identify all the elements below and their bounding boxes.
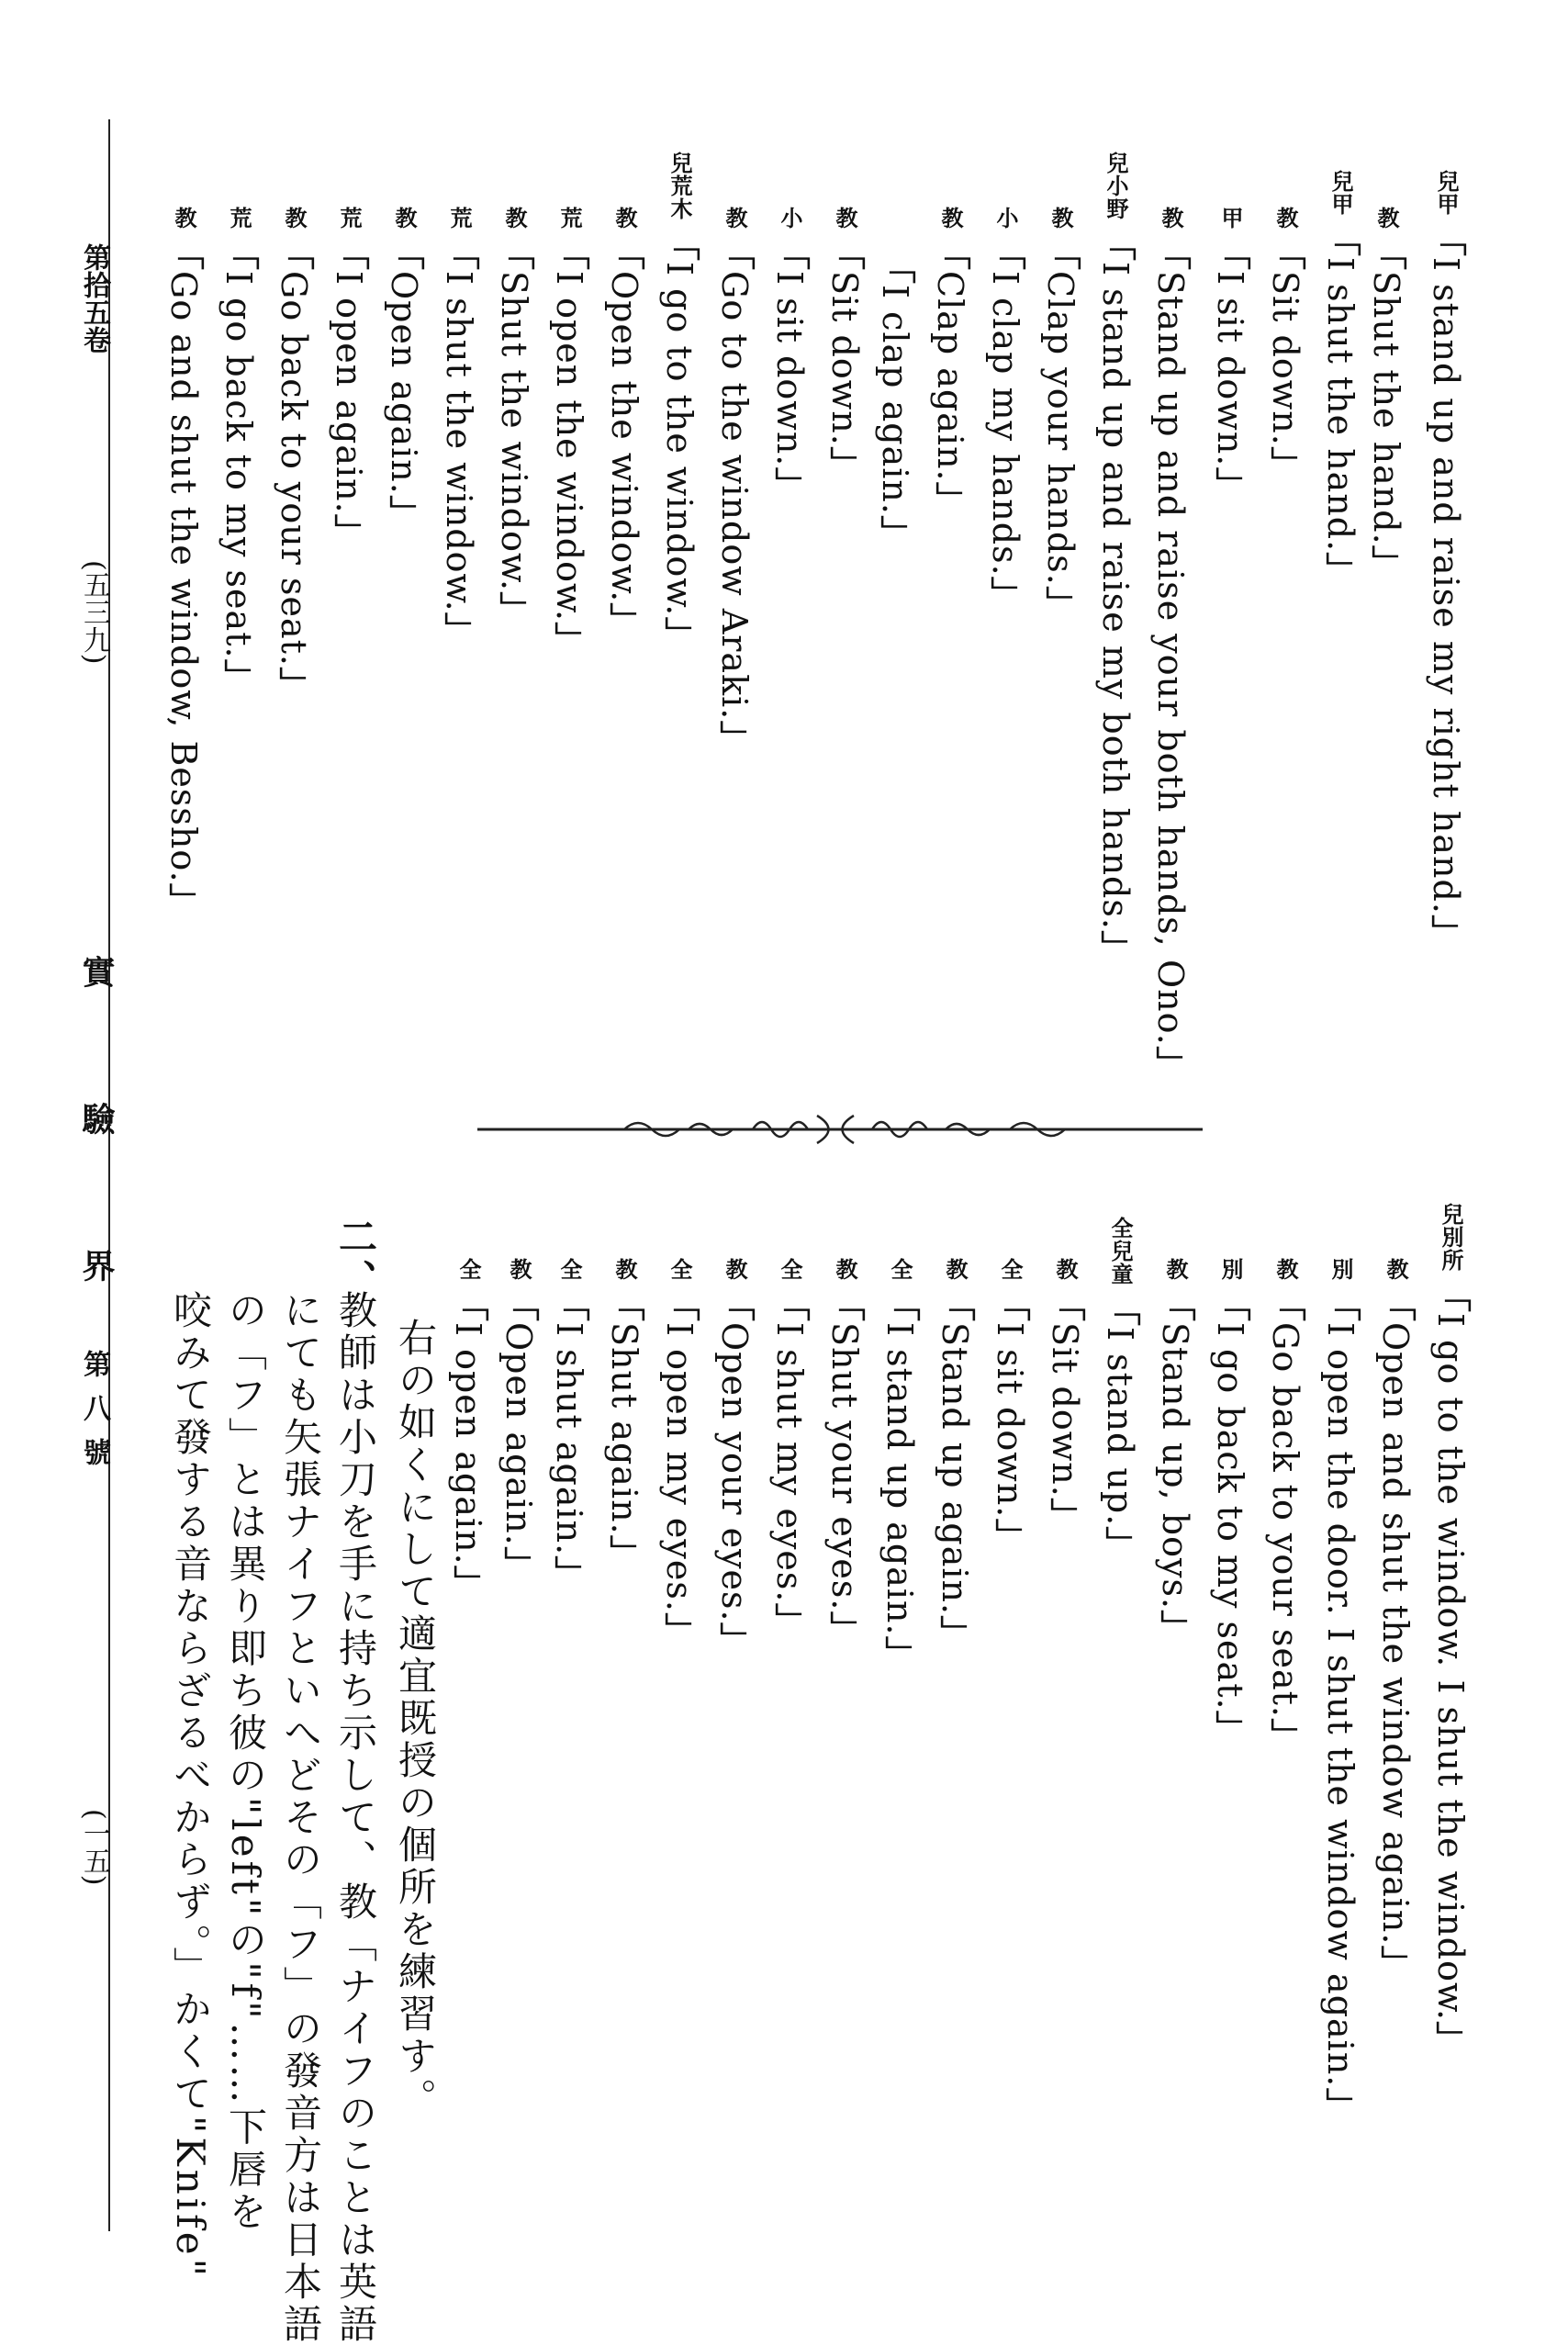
line-text: I go to the window. I shut the window. bbox=[1430, 1313, 1471, 2022]
quote-close: 」 bbox=[659, 1611, 700, 1648]
lower-line-12 bbox=[824, 1258, 866, 1647]
quote-close: 」 bbox=[549, 1555, 590, 1592]
line-text: I shut my eyes. bbox=[769, 1322, 810, 1603]
lower-line-15 bbox=[661, 1258, 698, 1648]
line-text: Shut again. bbox=[604, 1322, 644, 1535]
quote-open: 「 bbox=[659, 1286, 700, 1322]
header-volume: 第拾五卷 bbox=[78, 243, 110, 354]
speaker-label: 教 bbox=[1272, 1258, 1299, 1281]
quote-close: 」 bbox=[494, 591, 535, 628]
speaker-label: 全 bbox=[777, 1258, 803, 1281]
quote-close: 」 bbox=[1150, 1045, 1192, 1082]
line-text: I stand up again. bbox=[879, 1322, 920, 1636]
lower-line-6 bbox=[1155, 1258, 1196, 1646]
line-text: Go back to your seat. bbox=[1265, 1322, 1305, 1718]
upper-line-17 bbox=[551, 207, 588, 657]
speaker-label: 教 bbox=[611, 1258, 638, 1281]
quote-close: 」 bbox=[714, 1622, 756, 1658]
quote-open: 「 bbox=[714, 235, 756, 271]
lower-line-1 bbox=[1430, 1203, 1472, 2058]
speaker-label: 兒甲 bbox=[1433, 170, 1460, 216]
lower-line-10 bbox=[935, 1258, 976, 1652]
upper-line-11 bbox=[875, 243, 916, 551]
header-journal-char-1: 實 bbox=[77, 955, 116, 988]
quote-close: 」 bbox=[1040, 585, 1081, 622]
quote-open: 「 bbox=[1426, 221, 1467, 257]
quote-close: 」 bbox=[1426, 914, 1467, 950]
line-text: Shut the hand. bbox=[1366, 271, 1406, 545]
quote-close: 」 bbox=[1265, 1717, 1306, 1754]
upper-line-2 bbox=[1368, 207, 1405, 581]
quote-close: 」 bbox=[659, 616, 700, 653]
speaker-label: 教 bbox=[1158, 207, 1184, 230]
lower-line-2 bbox=[1375, 1258, 1417, 1981]
speaker-label: 教 bbox=[832, 207, 858, 230]
lower-line-7 bbox=[1100, 1217, 1141, 1563]
upper-line-8 bbox=[1042, 207, 1079, 622]
speaker-label: 教 bbox=[171, 207, 197, 230]
speaker-label: 全 bbox=[887, 1258, 913, 1281]
speaker-label: 荒 bbox=[336, 207, 363, 230]
line-text: I sit down. bbox=[990, 1322, 1030, 1519]
line-text: I stand up. bbox=[1100, 1327, 1140, 1527]
line-text: I shut again. bbox=[549, 1322, 589, 1556]
line-text: I stand up and raise my right hand. bbox=[1426, 257, 1466, 915]
quote-close: 」 bbox=[498, 1545, 540, 1582]
quote-open: 「 bbox=[659, 226, 700, 262]
line-text: I open the door. I shut the window again. bbox=[1320, 1322, 1361, 2088]
speaker-label: 兒甲 bbox=[1327, 170, 1354, 216]
speaker-label: 兒別所 bbox=[1438, 1203, 1464, 1272]
quote-open: 「 bbox=[935, 1286, 976, 1322]
line-text: I open the window. bbox=[549, 271, 589, 623]
quote-close: 」 bbox=[604, 602, 645, 639]
section-line-1: 教師は小刀を手に持ち示して、教「ナイフのことは英語 bbox=[333, 1290, 378, 2346]
header-journal-char-3: 界 bbox=[77, 1249, 116, 1282]
quote-open: 「 bbox=[494, 235, 535, 271]
speaker-label: 甲 bbox=[1217, 207, 1244, 230]
speaker-label: 兒荒木 bbox=[666, 152, 693, 220]
line-text: I go back to my seat. bbox=[218, 271, 259, 659]
quote-open: 「 bbox=[498, 1286, 540, 1322]
quote-close: 」 bbox=[1430, 2021, 1472, 2058]
quote-open: 「 bbox=[875, 249, 916, 285]
speaker-label: 荒 bbox=[226, 207, 252, 230]
speaker-label: 教 bbox=[1383, 1258, 1409, 1281]
quote-open: 「 bbox=[930, 235, 971, 271]
upper-line-20 bbox=[384, 207, 425, 531]
quote-close: 」 bbox=[1210, 466, 1251, 503]
header-rule bbox=[108, 119, 110, 2231]
quote-close: 」 bbox=[1375, 1945, 1417, 1981]
quote-open: 「 bbox=[384, 235, 425, 271]
quote-close: 」 bbox=[163, 882, 205, 919]
speaker-label: 教 bbox=[281, 207, 308, 230]
quote-open: 「 bbox=[1430, 1277, 1472, 1313]
quote-close: 」 bbox=[1210, 1710, 1251, 1746]
quote-close: 」 bbox=[1045, 1497, 1086, 1533]
quote-open: 「 bbox=[549, 235, 590, 271]
quote-open: 「 bbox=[163, 235, 205, 271]
quote-open: 「 bbox=[1210, 1286, 1251, 1322]
quote-open: 「 bbox=[1100, 1291, 1141, 1327]
line-text: Stand up, boys. bbox=[1155, 1322, 1195, 1611]
quote-open: 「 bbox=[824, 235, 866, 271]
quote-open: 「 bbox=[1320, 1286, 1361, 1322]
line-text: Open your eyes. bbox=[714, 1322, 755, 1622]
upper-line-24 bbox=[163, 207, 205, 919]
upper-line-5 bbox=[1212, 207, 1249, 502]
line-text: Open again. bbox=[384, 271, 424, 495]
quote-close: 」 bbox=[439, 612, 480, 648]
line-text: Stand up again. bbox=[935, 1322, 975, 1616]
lower-line-18 bbox=[498, 1258, 540, 1582]
upper-line-18 bbox=[494, 207, 535, 628]
line-text: Clap your hands. bbox=[1040, 271, 1081, 586]
quote-open: 「 bbox=[274, 235, 315, 271]
quote-open: 「 bbox=[1375, 1286, 1417, 1322]
quote-close: 」 bbox=[935, 1615, 976, 1652]
lower-line-8 bbox=[1045, 1258, 1086, 1533]
quote-open: 「 bbox=[769, 235, 811, 271]
upper-line-9 bbox=[987, 207, 1024, 612]
upper-line-23 bbox=[218, 207, 260, 695]
lower-line-4 bbox=[1267, 1258, 1304, 1754]
quote-close: 」 bbox=[769, 466, 811, 503]
speaker-label: 全 bbox=[556, 1258, 583, 1281]
lower-line-9 bbox=[990, 1258, 1031, 1555]
upper-line-21 bbox=[329, 207, 370, 550]
quote-close: 」 bbox=[1320, 2087, 1361, 2124]
line-text: Open the window. bbox=[604, 271, 644, 603]
quote-open: 「 bbox=[448, 1286, 489, 1322]
section-line-3: の「フ」とは異り即ち彼の"left"の"f"……下唇を bbox=[223, 1290, 268, 2234]
quote-close: 」 bbox=[824, 445, 866, 482]
quote-open: 「 bbox=[824, 1286, 866, 1322]
quote-open: 「 bbox=[329, 235, 370, 271]
upper-line-4 bbox=[1267, 207, 1304, 482]
line-text: I sit down. bbox=[1210, 271, 1250, 467]
upper-line-1 bbox=[1426, 170, 1467, 950]
line-text: Go back to your seat. bbox=[274, 271, 314, 667]
line-text: I shut the hand. bbox=[1320, 257, 1361, 553]
header-journal-char-2: 驗 bbox=[77, 1102, 116, 1135]
line-text: I open again. bbox=[448, 1322, 488, 1566]
speaker-label: 教 bbox=[1052, 1258, 1079, 1281]
line-text: I go back to my seat. bbox=[1210, 1322, 1250, 1711]
speaker-label: 教 bbox=[501, 207, 528, 230]
upper-line-15 bbox=[661, 152, 698, 652]
quote-open: 「 bbox=[1265, 1286, 1306, 1322]
speaker-label: 教 bbox=[1047, 207, 1074, 230]
line-text: I go to the window. bbox=[659, 262, 700, 617]
line-text: I clap again. bbox=[875, 285, 915, 515]
quote-close: 」 bbox=[549, 622, 590, 658]
quote-open: 「 bbox=[604, 235, 645, 271]
quote-close: 」 bbox=[1366, 544, 1407, 581]
line-text: Sit down. bbox=[1265, 271, 1305, 446]
speaker-label: 全 bbox=[455, 1258, 482, 1281]
quote-close: 」 bbox=[714, 720, 756, 757]
quote-open: 「 bbox=[549, 1286, 590, 1322]
quote-open: 「 bbox=[1045, 1286, 1086, 1322]
quote-close: 」 bbox=[875, 514, 916, 551]
line-text: I open my eyes. bbox=[659, 1322, 700, 1612]
line-text: I shut the window. bbox=[439, 271, 479, 612]
line-text: Sit down. bbox=[824, 271, 865, 446]
quote-open: 「 bbox=[879, 1286, 921, 1322]
lower-line-11 bbox=[879, 1258, 921, 1672]
speaker-label: 教 bbox=[1272, 207, 1299, 230]
quote-open: 「 bbox=[1040, 235, 1081, 271]
speaker-label: 教 bbox=[506, 1258, 532, 1281]
line-text: I sit down. bbox=[769, 271, 810, 467]
speaker-label: 全兒童 bbox=[1107, 1217, 1134, 1285]
quote-open: 「 bbox=[1320, 221, 1361, 257]
quote-open: 「 bbox=[985, 235, 1026, 271]
quote-close: 」 bbox=[1265, 445, 1306, 482]
quote-open: 「 bbox=[1095, 226, 1137, 262]
ornamental-divider bbox=[477, 1106, 1203, 1152]
quote-open: 「 bbox=[990, 1286, 1031, 1322]
quote-open: 「 bbox=[1210, 235, 1251, 271]
quote-close: 」 bbox=[990, 1518, 1031, 1555]
quote-close: 」 bbox=[448, 1565, 489, 1601]
speaker-label: 教 bbox=[1373, 207, 1400, 230]
quote-open: 「 bbox=[218, 235, 260, 271]
quote-open: 「 bbox=[1366, 235, 1407, 271]
upper-line-6 bbox=[1150, 207, 1192, 1082]
quote-close: 」 bbox=[1100, 1526, 1141, 1563]
quote-close: 」 bbox=[1095, 929, 1137, 966]
speaker-label: 別 bbox=[1217, 1258, 1244, 1281]
quote-open: 「 bbox=[439, 235, 480, 271]
upper-line-13 bbox=[769, 207, 811, 503]
upper-line-7 bbox=[1095, 152, 1137, 966]
quote-close: 」 bbox=[1155, 1610, 1196, 1646]
upper-line-19 bbox=[439, 207, 480, 648]
quote-close: 」 bbox=[985, 576, 1026, 612]
lower-line-5 bbox=[1212, 1258, 1249, 1746]
lower-line-3 bbox=[1322, 1258, 1359, 2123]
upper-line-10 bbox=[932, 207, 969, 518]
speaker-label: 兒小野 bbox=[1103, 152, 1129, 220]
header-issue: 第八號 bbox=[78, 1350, 110, 1482]
section-line-4: 咬みて發する音ならざるべからず。」かくて"Knife" bbox=[168, 1290, 213, 2280]
quote-open: 「 bbox=[1155, 1286, 1196, 1322]
speaker-label: 教 bbox=[611, 207, 638, 230]
section-line-2: にても矢張ナイフといへどその「フ」の發音方は日本語 bbox=[278, 1290, 323, 2346]
speaker-label: 全 bbox=[666, 1258, 693, 1281]
line-text: I clap my hands. bbox=[985, 271, 1025, 577]
speaker-label: 荒 bbox=[446, 207, 473, 230]
speaker-label: 小 bbox=[992, 207, 1019, 230]
lower-line-13 bbox=[769, 1258, 811, 1639]
upper-line-16 bbox=[606, 207, 643, 638]
quote-close: 」 bbox=[384, 494, 425, 531]
practice-note: 右の如くにして適宜既授の個所を練習す。 bbox=[393, 1318, 438, 2120]
line-text: Open and shut the window again. bbox=[1375, 1322, 1416, 1946]
upper-line-22 bbox=[274, 207, 315, 702]
line-text: Stand up and raise your both hands, Ono. bbox=[1150, 271, 1191, 1046]
speaker-label: 教 bbox=[937, 207, 964, 230]
lower-line-19 bbox=[450, 1258, 487, 1601]
lower-line-14 bbox=[714, 1258, 756, 1658]
speaker-label: 別 bbox=[1327, 1258, 1354, 1281]
speaker-label: 教 bbox=[722, 1258, 748, 1281]
upper-line-12 bbox=[824, 207, 866, 482]
upper-line-14 bbox=[714, 207, 756, 757]
quote-close: 」 bbox=[879, 1635, 921, 1672]
quote-open: 「 bbox=[1265, 235, 1306, 271]
header-page-local: (一五) bbox=[78, 1809, 110, 1886]
line-text: Go and shut the window, Bessho. bbox=[163, 271, 204, 883]
lower-line-17 bbox=[551, 1258, 588, 1591]
quote-open: 「 bbox=[604, 1286, 645, 1322]
line-text: I stand up and raise my both hands. bbox=[1095, 262, 1136, 930]
quote-close: 」 bbox=[824, 1611, 866, 1647]
quote-open: 「 bbox=[714, 1286, 756, 1322]
quote-close: 」 bbox=[274, 666, 315, 702]
speaker-label: 全 bbox=[997, 1258, 1024, 1281]
line-text: Open again. bbox=[498, 1322, 539, 1546]
speaker-label: 荒 bbox=[556, 207, 583, 230]
line-text: Go to the window Araki. bbox=[714, 271, 755, 721]
line-text: I open again. bbox=[329, 271, 369, 514]
line-text: Sit down. bbox=[1045, 1322, 1085, 1498]
speaker-label: 教 bbox=[832, 1258, 858, 1281]
quote-close: 」 bbox=[930, 481, 971, 518]
quote-close: 」 bbox=[769, 1602, 811, 1639]
line-text: Clap again. bbox=[930, 271, 970, 482]
quote-open: 「 bbox=[1150, 235, 1192, 271]
line-text: Shut the window. bbox=[494, 271, 534, 592]
section-number: 二、 bbox=[333, 1217, 378, 1301]
quote-close: 」 bbox=[218, 658, 260, 695]
lower-line-16 bbox=[606, 1258, 643, 1571]
speaker-label: 教 bbox=[1162, 1258, 1189, 1281]
quote-close: 」 bbox=[1320, 552, 1361, 589]
speaker-label: 教 bbox=[722, 207, 748, 230]
upper-line-3 bbox=[1322, 170, 1359, 588]
speaker-label: 教 bbox=[942, 1258, 969, 1281]
quote-close: 」 bbox=[604, 1534, 645, 1571]
quote-close: 」 bbox=[329, 513, 370, 550]
speaker-label: 教 bbox=[391, 207, 418, 230]
speaker-label: 小 bbox=[777, 207, 803, 230]
quote-open: 「 bbox=[769, 1286, 811, 1322]
header-page-total: (五三九) bbox=[78, 560, 110, 665]
line-text: Shut your eyes. bbox=[824, 1322, 865, 1611]
